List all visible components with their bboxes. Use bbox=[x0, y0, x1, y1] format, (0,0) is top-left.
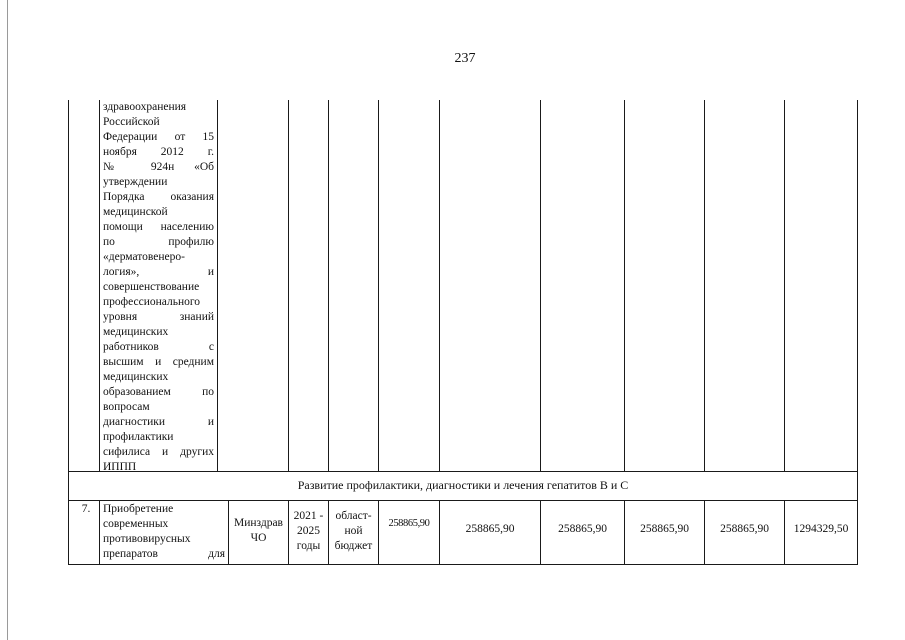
column-line bbox=[704, 100, 705, 471]
measure-name-line: препаратов для bbox=[103, 548, 225, 560]
column-line bbox=[288, 100, 289, 471]
page-edge-line bbox=[7, 0, 8, 640]
legal-text-line: профилактики bbox=[103, 431, 174, 443]
column-line bbox=[784, 100, 785, 471]
page-number: 237 bbox=[454, 51, 476, 66]
program-table bbox=[68, 100, 858, 565]
legal-text-line: здравоохранения bbox=[103, 101, 187, 113]
period bbox=[289, 509, 328, 554]
legal-basis-text bbox=[103, 100, 214, 475]
amount-cell: 258865,90 bbox=[640, 523, 689, 535]
column-line bbox=[624, 100, 625, 471]
amount-cell: 258865,90 bbox=[558, 523, 607, 535]
legal-text-line: уровня знаний bbox=[103, 311, 214, 323]
legal-text-line: Порядка оказания bbox=[103, 191, 214, 203]
column-line bbox=[439, 100, 440, 471]
table-border-right bbox=[857, 100, 858, 565]
legal-text-line: ИППП bbox=[103, 461, 137, 473]
row-number: 7. bbox=[81, 503, 91, 515]
column-line bbox=[378, 500, 379, 565]
legal-text-line: медицинской bbox=[103, 206, 168, 218]
measure-name-line: противовирусных bbox=[103, 533, 191, 545]
amount-cell: 258865,90 bbox=[465, 523, 515, 535]
measure-name-line: современных bbox=[103, 518, 169, 530]
legal-text-line: по профилю bbox=[103, 236, 214, 248]
legal-text-line: Федерации от 15 bbox=[103, 131, 214, 143]
legal-text-line: помощи населению bbox=[103, 221, 214, 233]
legal-text-line: утверждении bbox=[103, 176, 168, 188]
legal-text-line: образованием по bbox=[103, 386, 214, 398]
funding-source-line: бюджет bbox=[334, 540, 373, 552]
legal-text-line: профессионального bbox=[103, 296, 201, 308]
amount-cell: 258865,90 bbox=[388, 518, 430, 529]
column-line bbox=[99, 500, 100, 565]
table-border-left bbox=[68, 100, 69, 565]
funding-source-line: ной bbox=[344, 525, 363, 537]
legal-text-line: совершенствование bbox=[103, 281, 200, 293]
amount-cell: 258865,90 bbox=[720, 523, 769, 535]
period-line: годы bbox=[296, 540, 321, 552]
legal-text-line: медицинских bbox=[103, 371, 169, 383]
legal-text-line: сифилиса и других bbox=[103, 446, 214, 458]
column-line bbox=[217, 100, 218, 471]
column-line bbox=[328, 100, 329, 471]
table-bottom-border bbox=[68, 564, 858, 565]
legal-text-line: ноября 2012 г. bbox=[103, 146, 214, 158]
executor bbox=[229, 516, 288, 546]
total-amount-cell: 1294329,50 bbox=[793, 523, 849, 535]
period-line: 2025 bbox=[297, 525, 320, 537]
measure-name bbox=[103, 502, 225, 562]
legal-text-line: «дерматовенеро- bbox=[103, 251, 185, 263]
legal-text-line: № 924н «Об bbox=[103, 161, 214, 173]
executor-line: ЧО bbox=[250, 532, 267, 544]
section-bottom-border bbox=[68, 500, 858, 501]
legal-text-line: Российской bbox=[103, 116, 160, 128]
column-line bbox=[378, 100, 379, 471]
legal-text-line: диагностики и bbox=[103, 416, 214, 428]
funding-source bbox=[329, 509, 378, 554]
legal-text-line: работников с bbox=[103, 341, 214, 353]
executor-line: Минздрав bbox=[233, 517, 283, 529]
legal-text-line: медицинских bbox=[103, 326, 169, 338]
legal-text-line: логия», и bbox=[103, 266, 214, 278]
legal-text-line: высшим и средним bbox=[103, 356, 214, 368]
legal-text-line: вопросам bbox=[103, 401, 150, 413]
period-line: 2021 - bbox=[293, 510, 324, 522]
column-line bbox=[99, 100, 100, 471]
measure-name-line: Приобретение bbox=[103, 503, 174, 515]
column-line bbox=[540, 100, 541, 471]
funding-source-line: област- bbox=[335, 510, 372, 522]
section-heading: Развитие профилактики, диагностики и лечения гепатитов В и С bbox=[297, 478, 629, 492]
